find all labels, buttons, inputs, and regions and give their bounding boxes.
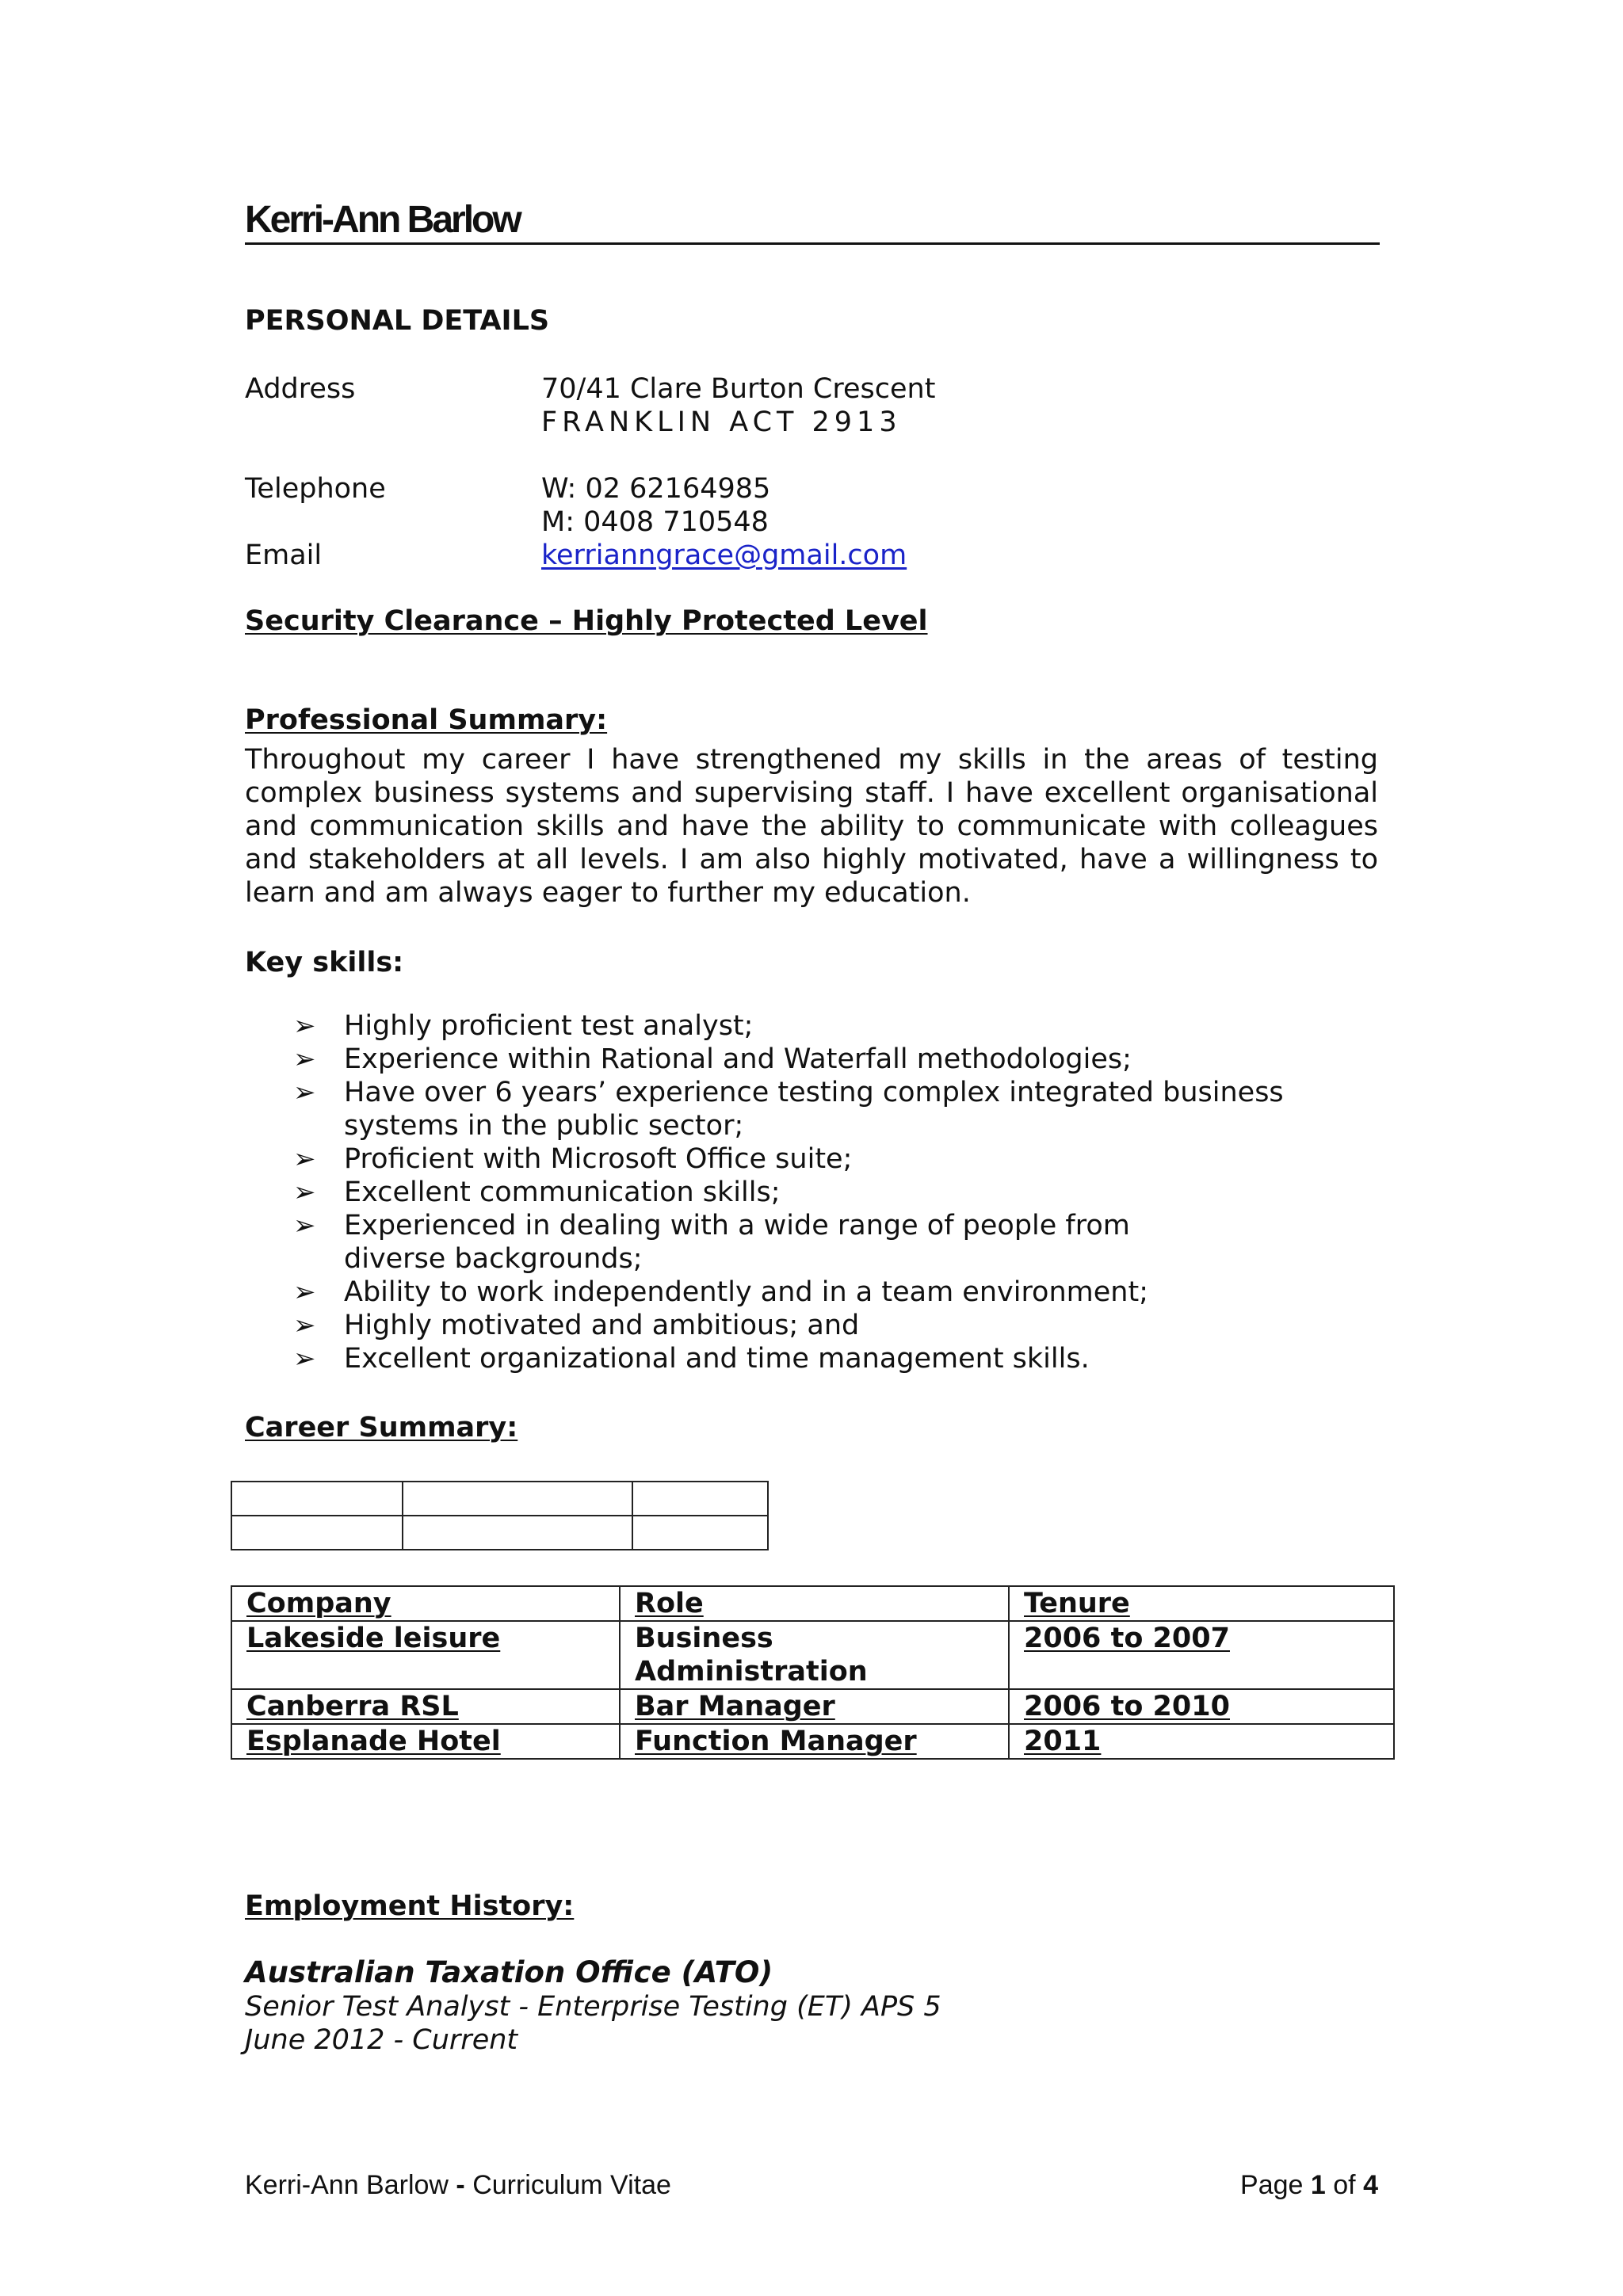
arrow-bullet-icon: ➢ bbox=[293, 1143, 316, 1175]
skill-text: Excellent communication skills; bbox=[344, 1177, 781, 1208]
key-skills-heading: Key skills: bbox=[245, 947, 404, 978]
cell-text: Esplanade Hotel bbox=[246, 1726, 501, 1757]
skill-text: Experienced in dealing with a wide range of people from diverse backgrounds; bbox=[344, 1210, 1130, 1275]
cell-text: 2011 bbox=[1024, 1726, 1102, 1757]
role-cell bbox=[620, 1689, 1009, 1724]
arrow-bullet-icon: ➢ bbox=[293, 1043, 316, 1075]
page-current: 1 bbox=[1310, 2170, 1326, 2200]
empty-cell bbox=[632, 1482, 768, 1516]
empty-table-row bbox=[231, 1516, 768, 1550]
column-header-role bbox=[620, 1586, 1009, 1621]
professional-summary-text: Throughout my career I have strengthened my skills in the areas of testing complex business systems and supervising staff. I have excellent organisational and communication skills and have the ability to communicate with colleagues and stakeholders at all levels. I am also highly motivated, have a willingness to learn and am always eager to further my education. bbox=[245, 744, 1378, 909]
company-cell bbox=[231, 1689, 620, 1724]
address-line1: 70/41 Clare Burton Crescent bbox=[541, 373, 936, 405]
career-summary-table bbox=[231, 1585, 1395, 1760]
skill-text: Highly proficient test analyst; bbox=[344, 1010, 754, 1042]
skill-text: Highly motivated and ambitious; and bbox=[344, 1310, 860, 1341]
telephone-work: W: 02 62164985 bbox=[541, 473, 771, 505]
skill-text: Proficient with Microsoft Office suite; bbox=[344, 1143, 853, 1175]
header-text: Role bbox=[635, 1588, 704, 1619]
empty-table bbox=[231, 1481, 769, 1550]
arrow-bullet-icon: ➢ bbox=[293, 1010, 316, 1042]
tenure-cell bbox=[1009, 1689, 1394, 1724]
header-text: Company bbox=[246, 1588, 391, 1619]
empty-cell bbox=[403, 1516, 632, 1550]
skill-text: Have over 6 years’ experience testing complex integrated business systems in the public sector; bbox=[344, 1077, 1284, 1142]
table-row bbox=[231, 1689, 1394, 1724]
arrow-bullet-icon: ➢ bbox=[293, 1210, 316, 1241]
footer-page-number bbox=[1240, 2169, 1378, 2201]
job-position: Senior Test Analyst - Enterprise Testing (ET) APS 5 bbox=[245, 1991, 941, 2023]
job-dates: June 2012 - Current bbox=[245, 2024, 518, 2056]
footer-separator: - bbox=[448, 2170, 473, 2200]
column-header-company bbox=[231, 1586, 620, 1621]
page-word: Page bbox=[1240, 2170, 1304, 2200]
company-cell bbox=[231, 1621, 620, 1689]
email-link[interactable]: kerrianngrace@gmail.com bbox=[541, 540, 907, 571]
telephone-label: Telephone bbox=[245, 473, 386, 505]
role-cell bbox=[620, 1724, 1009, 1759]
empty-cell bbox=[231, 1482, 403, 1516]
header-text: Tenure bbox=[1024, 1588, 1130, 1619]
cell-text: Canberra RSL bbox=[246, 1691, 459, 1722]
arrow-bullet-icon: ➢ bbox=[293, 1343, 316, 1375]
address-line2: FRANKLIN ACT 2913 bbox=[541, 406, 902, 438]
company-cell bbox=[231, 1724, 620, 1759]
arrow-bullet-icon: ➢ bbox=[293, 1077, 316, 1108]
tenure-cell bbox=[1009, 1724, 1394, 1759]
cell-text: Bar Manager bbox=[635, 1691, 835, 1722]
cell-text: Lakeside leisure bbox=[246, 1623, 501, 1654]
arrow-bullet-icon: ➢ bbox=[293, 1177, 316, 1208]
cell-text: 2006 to 2010 bbox=[1024, 1691, 1230, 1722]
arrow-bullet-icon: ➢ bbox=[293, 1310, 316, 1341]
skill-text: Excellent organizational and time management skills. bbox=[344, 1343, 1090, 1375]
empty-cell bbox=[231, 1516, 403, 1550]
footer-name: Kerri-Ann Barlow bbox=[245, 2170, 449, 2200]
table-row bbox=[231, 1621, 1394, 1689]
skill-text: Experience within Rational and Waterfall methodologies; bbox=[344, 1043, 1132, 1075]
empty-cell bbox=[403, 1482, 632, 1516]
professional-summary-heading: Professional Summary: bbox=[245, 704, 608, 736]
empty-cell bbox=[632, 1516, 768, 1550]
security-clearance: Security Clearance – Highly Protected Level bbox=[245, 605, 928, 637]
employer-name: Australian Taxation Office (ATO) bbox=[245, 1955, 773, 1989]
name-underline-rule bbox=[245, 242, 1380, 245]
column-header-tenure bbox=[1009, 1586, 1394, 1621]
telephone-mobile: M: 0408 710548 bbox=[541, 506, 769, 538]
table-row bbox=[231, 1724, 1394, 1759]
cell-text: Business Administration bbox=[635, 1623, 868, 1688]
cell-text: 2006 to 2007 bbox=[1024, 1623, 1230, 1654]
address-label: Address bbox=[245, 373, 356, 405]
of-word: of bbox=[1333, 2170, 1356, 2200]
role-cell bbox=[620, 1621, 1009, 1689]
table-header-row bbox=[231, 1586, 1394, 1621]
resume-name: Kerri-Ann Barlow bbox=[245, 199, 520, 241]
email-label: Email bbox=[245, 540, 323, 571]
arrow-bullet-icon: ➢ bbox=[293, 1276, 316, 1308]
employment-history-heading: Employment History: bbox=[245, 1890, 575, 1922]
footer-doc-title: Curriculum Vitae bbox=[472, 2170, 671, 2200]
tenure-cell bbox=[1009, 1621, 1394, 1689]
personal-details-heading: PERSONAL DETAILS bbox=[245, 305, 550, 337]
cell-text: Function Manager bbox=[635, 1726, 917, 1757]
skill-text: Ability to work independently and in a team environment; bbox=[344, 1276, 1148, 1308]
footer-left bbox=[245, 2169, 671, 2201]
empty-table-row bbox=[231, 1482, 768, 1516]
career-summary-heading: Career Summary: bbox=[245, 1412, 518, 1444]
page-total: 4 bbox=[1363, 2170, 1378, 2200]
